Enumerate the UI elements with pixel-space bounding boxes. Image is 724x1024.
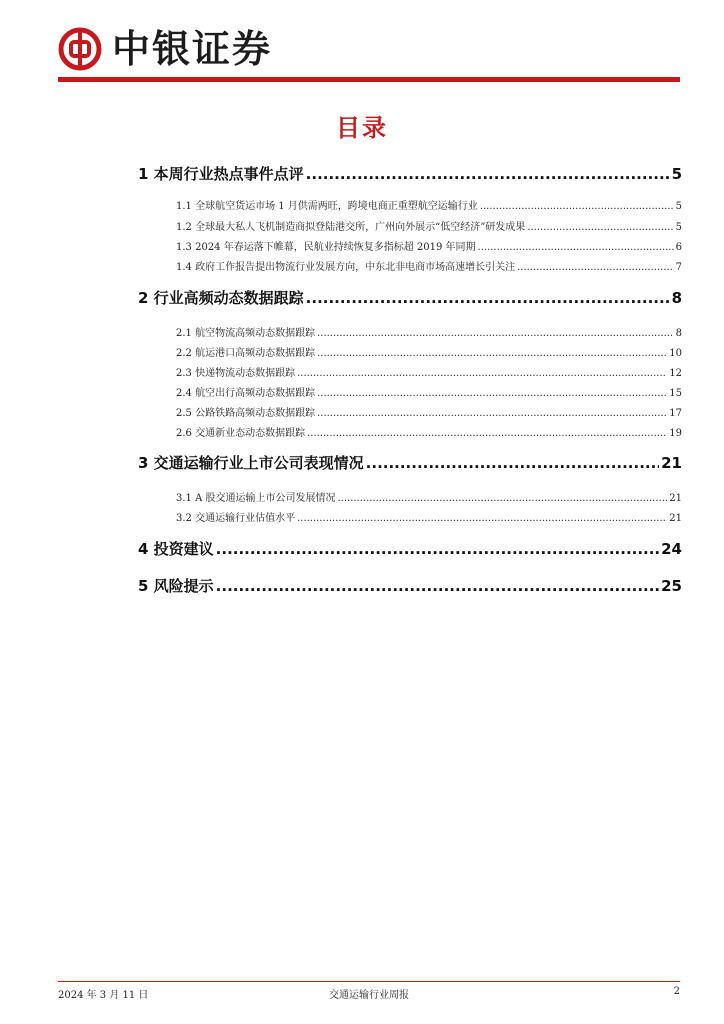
- toc-entry-2-4[interactable]: [176, 384, 682, 399]
- toc-leader: [366, 454, 659, 472]
- toc-entry-2-6[interactable]: [176, 424, 682, 439]
- toc-leader: [216, 540, 659, 558]
- toc-entry-1-3[interactable]: [176, 238, 682, 253]
- toc-label: 2.2 航运港口高频动态数据跟踪: [176, 348, 316, 359]
- toc-page-number: 25: [661, 577, 682, 595]
- toc-label: 1.2 全球最大私人飞机制造商拟登陆港交所，广州向外展示“低空经济”研发成果: [176, 222, 526, 233]
- toc-label: 1.3 2024 年春运落下帷幕，民航业持续恢复多指标超 2019 年同期: [176, 242, 476, 253]
- toc-page-number: 8: [671, 289, 682, 307]
- toc-leader: [517, 262, 674, 273]
- toc-entry-2-2[interactable]: [176, 344, 682, 359]
- toc-entry-1-2[interactable]: [176, 218, 682, 233]
- toc-entry-2-3[interactable]: [176, 364, 682, 379]
- toc-leader: [297, 368, 667, 379]
- report-date: 2024 年 3 月 11 日: [58, 990, 149, 1001]
- toc-label: 2.4 航空出行高频动态数据跟踪: [176, 388, 316, 399]
- toc-leader: [317, 408, 667, 419]
- toc-label: 2.1 航空物流高频动态数据跟踪: [176, 328, 316, 339]
- toc-leader: [307, 428, 667, 439]
- brand-name: 中银证券: [112, 27, 273, 71]
- toc-entry-1-1[interactable]: [176, 197, 682, 212]
- toc-leader: [317, 328, 674, 339]
- toc-label: 2 行业高频动态数据跟踪: [138, 289, 304, 307]
- toc-leader: [306, 165, 670, 183]
- toc-page-number: 21: [669, 513, 682, 524]
- toc-leader: [216, 577, 659, 595]
- toc-page-number: 10: [669, 348, 682, 359]
- toc-label: 5 风险提示: [138, 577, 214, 595]
- toc-label: 3.1 A 股交通运输上市公司发展情况: [176, 493, 336, 504]
- toc-leader: [306, 289, 670, 307]
- report-type: 交通运输行业周报: [329, 990, 409, 1001]
- toc-page-number: 5: [675, 201, 682, 212]
- toc-page-number: 12: [669, 368, 682, 379]
- toc-leader: [527, 222, 673, 233]
- toc-page-number: 8: [675, 328, 682, 339]
- page-header: [58, 24, 680, 76]
- footer-rule: [58, 981, 680, 982]
- toc-label: 1.1 全球航空货运市场 1 月供需两旺，跨境电商正重塑航空运输行业: [176, 201, 478, 212]
- toc-entry-5[interactable]: [138, 575, 682, 596]
- toc-leader: [317, 348, 667, 359]
- toc-leader: [478, 242, 674, 253]
- toc-page-number: 5: [671, 165, 682, 183]
- toc-page-number: 21: [669, 493, 682, 504]
- toc-entry-2-1[interactable]: [176, 324, 682, 339]
- toc-page-number: 5: [675, 222, 682, 233]
- toc-entry-4[interactable]: [138, 538, 682, 559]
- toc-title: 目录: [336, 114, 388, 142]
- toc-page-number: 21: [661, 454, 682, 472]
- page-number: 2: [673, 986, 680, 997]
- toc-label: 3 交通运输行业上市公司表现情况: [138, 454, 364, 472]
- toc-label: 4 投资建议: [138, 540, 214, 558]
- toc-entry-2[interactable]: [138, 287, 682, 308]
- toc-label: 2.6 交通新业态动态数据跟踪: [176, 428, 306, 439]
- toc-page-number: 15: [669, 388, 682, 399]
- toc-page-number: 6: [675, 242, 682, 253]
- toc-leader: [317, 388, 667, 399]
- header-rule: [58, 77, 680, 82]
- toc-label: 1.4 政府工作报告提出物流行业发展方向，中东北非电商市场高速增长引关注: [176, 262, 516, 273]
- toc-label: 1 本周行业热点事件点评: [138, 165, 304, 183]
- toc-entry-1[interactable]: [138, 163, 682, 184]
- toc-label: 3.2 交通运输行业估值水平: [176, 513, 296, 524]
- toc-entry-1-4[interactable]: [176, 258, 682, 273]
- toc-leader: [297, 513, 667, 524]
- toc-entry-3-1[interactable]: [176, 489, 682, 504]
- bank-of-china-logo-icon: [58, 27, 102, 71]
- toc-page-number: 19: [669, 428, 682, 439]
- toc-page-number: 7: [675, 262, 682, 273]
- toc-page-number: 24: [661, 540, 682, 558]
- toc-leader: [337, 493, 667, 504]
- toc-page-number: 17: [669, 408, 682, 419]
- toc-leader: [480, 201, 674, 212]
- toc-entry-3[interactable]: [138, 452, 682, 473]
- toc-entry-2-5[interactable]: [176, 404, 682, 419]
- toc-label: 2.5 公路铁路高频动态数据跟踪: [176, 408, 316, 419]
- toc-label: 2.3 快递物流动态数据跟踪: [176, 368, 296, 379]
- toc-entry-3-2[interactable]: [176, 509, 682, 524]
